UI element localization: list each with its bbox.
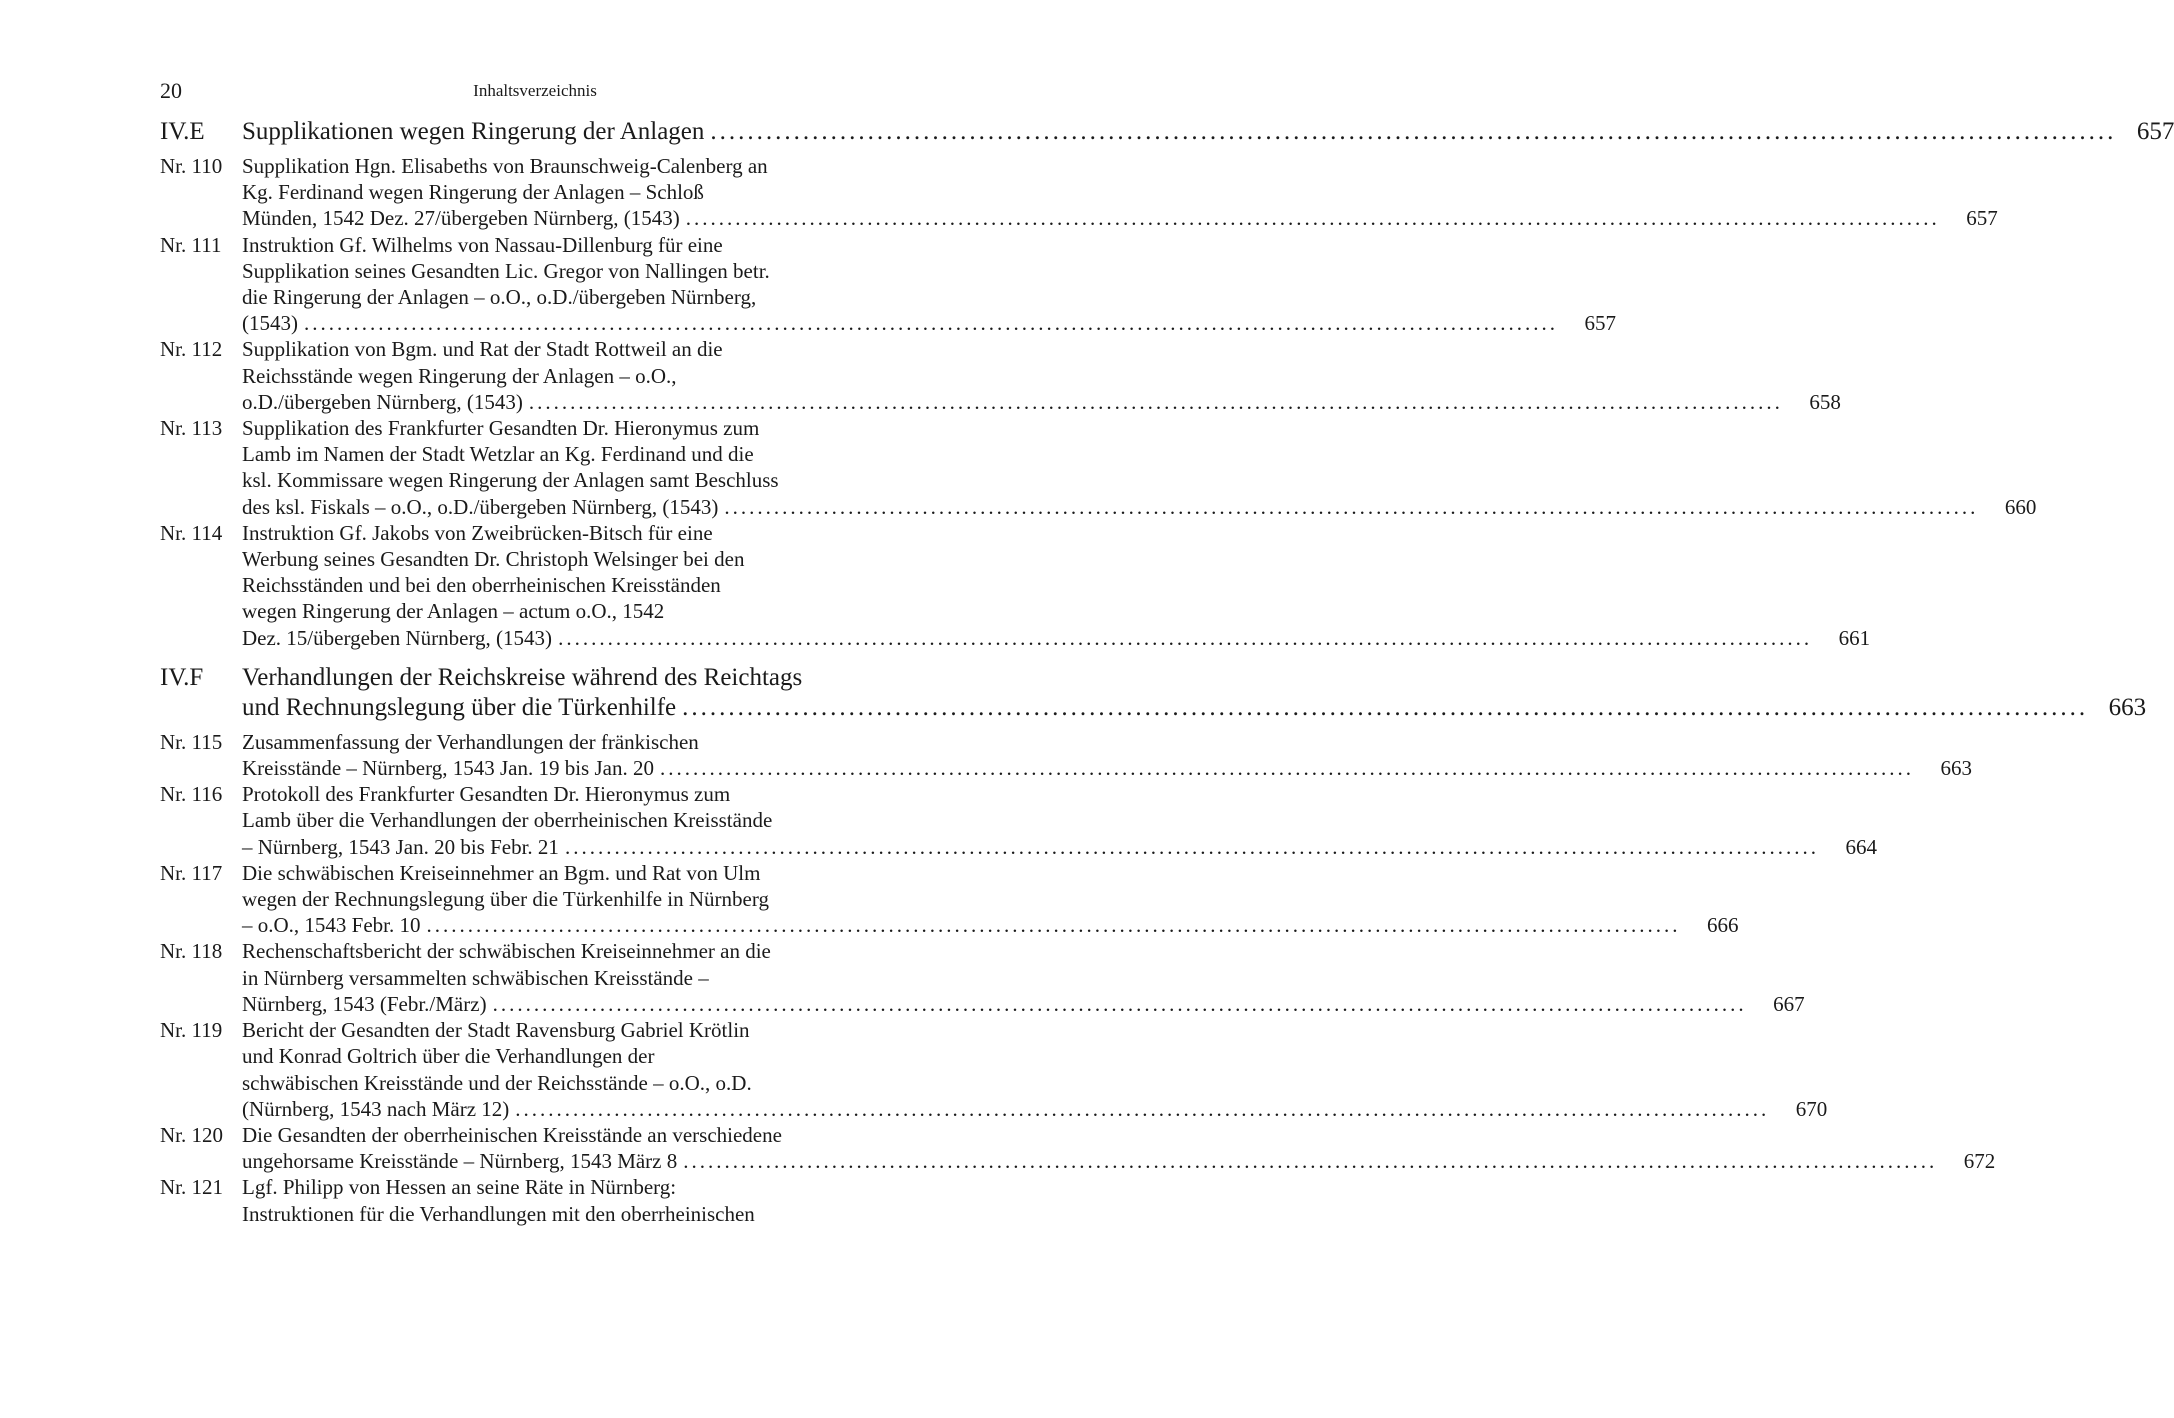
section-id: IV.F (160, 663, 204, 691)
section-id: IV.E (160, 118, 205, 145)
entry-last-line (242, 991, 1805, 1017)
entry-text-line: Nürnberg, 1543 (Febr./März) (242, 991, 487, 1016)
entry-title (242, 232, 1616, 337)
entry-text-line: Reichsstände wegen Ringerung der Anlagen – o.O., (242, 363, 677, 388)
entry-title (242, 153, 1998, 232)
toc-entry[interactable] (160, 938, 1805, 1017)
page-reference[interactable]: 663 (1940, 756, 1972, 781)
entry-last-line (242, 755, 1972, 781)
entry-title (242, 336, 1841, 415)
dot-leader (552, 625, 1812, 651)
entry-title (242, 781, 1877, 860)
entry-title (242, 520, 1870, 651)
toc-entry[interactable] (160, 1174, 910, 1226)
entry-number: Nr. 121 (160, 1175, 223, 1200)
page-reference[interactable]: 660 (2004, 494, 2037, 519)
entry-text-line: und Konrad Goltrich über die Verhandlungen der (242, 1044, 655, 1069)
page-reference[interactable]: 658 (1809, 389, 1841, 414)
toc-section-iv-f[interactable] (160, 663, 2147, 723)
dot-leader (487, 991, 1747, 1017)
toc-entry[interactable] (160, 153, 1998, 232)
running-head: Inhaltsverzeichnis (473, 81, 597, 100)
entry-title (242, 415, 2036, 520)
entry-text-line: und Rechnungslegung über die Türkenhilfe (242, 693, 677, 721)
page-reference[interactable]: 657 (1584, 311, 1616, 336)
entry-number: Nr. 114 (160, 520, 223, 545)
page-reference[interactable]: 666 (1707, 913, 1739, 938)
page-reference[interactable]: 667 (1773, 991, 1805, 1016)
entry-number: Nr. 120 (160, 1122, 223, 1147)
entry-title (242, 729, 1972, 781)
entry-text-line: Supplikationen wegen Ringerung der Anlagen (242, 118, 705, 145)
page-reference[interactable]: 657 (1966, 206, 1998, 231)
entry-text-line: – Nürnberg, 1543 Jan. 20 bis Febr. 21 (242, 834, 559, 859)
entry-text-line: Instruktion Gf. Wilhelms von Nassau-Dillenburg für eine (242, 232, 723, 257)
entry-last-line (242, 494, 2036, 520)
toc-entry[interactable] (160, 1122, 1996, 1174)
entry-number: Nr. 113 (160, 416, 223, 441)
entry-text-line: Dez. 15/übergeben Nürnberg, (1543) (242, 625, 553, 650)
toc-entry[interactable] (160, 729, 1972, 781)
entry-text-line: Die schwäbischen Kreiseinnehmer an Bgm. und Rat von Ulm (242, 860, 761, 885)
dot-leader (654, 755, 1914, 781)
entry-text-line: des ksl. Fiskals – o.O., o.D./übergeben Nürnberg, (1543) (242, 494, 719, 519)
toc-entry[interactable] (160, 520, 1871, 651)
entry-text-line: Supplikation des Frankfurter Gesandten Dr. Hieronymus zum (242, 416, 760, 441)
dot-leader (676, 693, 2088, 723)
entry-text-line: Lgf. Philipp von Hessen an seine Räte in Nürnberg: (242, 1175, 677, 1200)
entry-number: Nr. 112 (160, 337, 223, 362)
entry-text-line: Supplikation Hgn. Elisabeths von Braunschweig-Calenberg an (242, 154, 768, 178)
entry-text-line: (1543) (242, 311, 298, 336)
entry-text-line: Verhandlungen der Reichskreise während des Reichtags (242, 663, 803, 691)
dot-leader (559, 834, 1819, 860)
entry-text-line: Werbung seines Gesandten Dr. Christoph Welsinger bei den (242, 547, 745, 572)
entry-text-line: – o.O., 1543 Febr. 10 (242, 913, 421, 938)
entry-number: Nr. 115 (160, 729, 223, 754)
entry-text-line: Rechenschaftsbericht der schwäbischen Kreiseinnehmer an die (242, 939, 771, 964)
entry-text-line: Instruktionen für die Verhandlungen mit den oberrheinischen (242, 1201, 755, 1226)
entry-title (242, 1017, 1827, 1122)
entry-title (242, 860, 1739, 939)
toc-entry[interactable] (160, 415, 2037, 520)
entry-text-line: Münden, 1542 Dez. 27/übergeben Nürnberg, (1543) (242, 206, 680, 231)
entry-title (242, 1122, 1995, 1174)
entry-number: Nr. 118 (160, 939, 223, 964)
page-reference[interactable]: 663 (2108, 693, 2147, 721)
dot-leader (680, 205, 1940, 231)
entry-text-line: in Nürnberg versammelten schwäbischen Kreisstände – (242, 965, 709, 990)
table-of-contents (160, 117, 2174, 1227)
page-reference[interactable]: 664 (1845, 834, 1877, 859)
entry-text-line: ungehorsame Kreisstände – Nürnberg, 1543 März 8 (242, 1149, 678, 1174)
dot-leader (677, 1148, 1937, 1174)
toc-entry[interactable] (160, 1017, 1828, 1122)
page-reference[interactable]: 657 (2136, 118, 2174, 145)
entry-title (242, 938, 1805, 1017)
dot-leader (421, 912, 1681, 938)
entry-text-line: Kreisstände – Nürnberg, 1543 Jan. 19 bis Jan. 20 (242, 756, 654, 781)
entry-text-line: Lamb im Namen der Stadt Wetzlar an Kg. Ferdinand und die (242, 442, 754, 467)
entry-number: Nr. 117 (160, 860, 223, 885)
entry-text-line: Bericht der Gesandten der Stadt Ravensburg Gabriel Krötlin (242, 1018, 750, 1043)
entry-last-line (242, 1148, 1995, 1174)
dot-leader (509, 1096, 1769, 1122)
entry-text-line: schwäbischen Kreisstände und der Reichsstände – o.O., o.D. (242, 1070, 752, 1095)
entry-last-line (242, 834, 1877, 860)
entry-text-line: wegen Ringerung der Anlagen – actum o.O., 1542 (242, 599, 665, 624)
entry-text-line: die Ringerung der Anlagen – o.O., o.D./übergeben Nürnberg, (242, 285, 757, 310)
entry-last-line (242, 205, 1998, 231)
toc-entry[interactable] (160, 860, 1739, 939)
entry-number: Nr. 110 (160, 154, 223, 178)
entry-last-line (242, 625, 1870, 651)
entry-text-line: ksl. Kommissare wegen Ringerung der Anlagen samt Beschluss (242, 468, 779, 493)
entry-last-line (242, 389, 1841, 415)
toc-entry[interactable] (160, 781, 1877, 860)
entry-text-line: (Nürnberg, 1543 nach März 12) (242, 1096, 510, 1121)
entry-text-line: wegen der Rechnungslegung über die Türkenhilfe in Nürnberg (242, 887, 769, 912)
entry-text-line: Instruktion Gf. Jakobs von Zweibrücken-Bitsch für eine (242, 520, 713, 545)
page-reference[interactable]: 672 (1963, 1149, 1996, 1174)
entry-text-line: Reichsständen und bei den oberrheinischen Kreisständen (242, 573, 721, 598)
entry-last-line (242, 693, 2146, 723)
entry-text-line: Zusammenfassung der Verhandlungen der fränkischen (242, 729, 699, 754)
entry-text-line: Supplikation seines Gesandten Lic. Gregor von Nallingen betr. (242, 258, 770, 283)
entry-number: Nr. 111 (160, 232, 222, 257)
dot-leader (718, 494, 1978, 520)
entry-last-line (242, 310, 1616, 336)
entry-text-line: Lamb über die Verhandlungen der oberrheinischen Kreisstände (242, 808, 773, 833)
entry-title (242, 1174, 910, 1226)
section-title (242, 117, 2174, 147)
entry-text-line: Protokoll des Frankfurter Gesandten Dr. Hieronymus zum (242, 782, 731, 807)
entry-text-line: Kg. Ferdinand wegen Ringerung der Anlagen – Schloß (242, 180, 704, 205)
toc-entry[interactable] (160, 336, 1841, 415)
entry-text-line: o.D./übergeben Nürnberg, (1543) (242, 389, 523, 414)
entry-number: Nr. 119 (160, 1018, 223, 1043)
entry-last-line (242, 912, 1739, 938)
entry-last-line (242, 1096, 1827, 1122)
toc-entry[interactable] (160, 232, 1616, 337)
entry-last-line (242, 117, 2174, 147)
entry-number: Nr. 116 (160, 782, 223, 807)
entry-text-line: Die Gesandten der oberrheinischen Kreisstände an verschiedene (242, 1122, 782, 1147)
page-number: 20 (160, 78, 182, 103)
page-reference[interactable]: 661 (1838, 625, 1871, 650)
section-title (242, 663, 2146, 723)
page-reference[interactable]: 670 (1795, 1096, 1828, 1121)
page-header (160, 78, 910, 108)
toc-section-iv-e[interactable] (160, 117, 2174, 147)
dot-leader (704, 117, 2116, 147)
dot-leader (298, 310, 1558, 336)
entry-text-line: Supplikation von Bgm. und Rat der Stadt Rottweil an die (242, 337, 723, 362)
dot-leader (523, 389, 1783, 415)
